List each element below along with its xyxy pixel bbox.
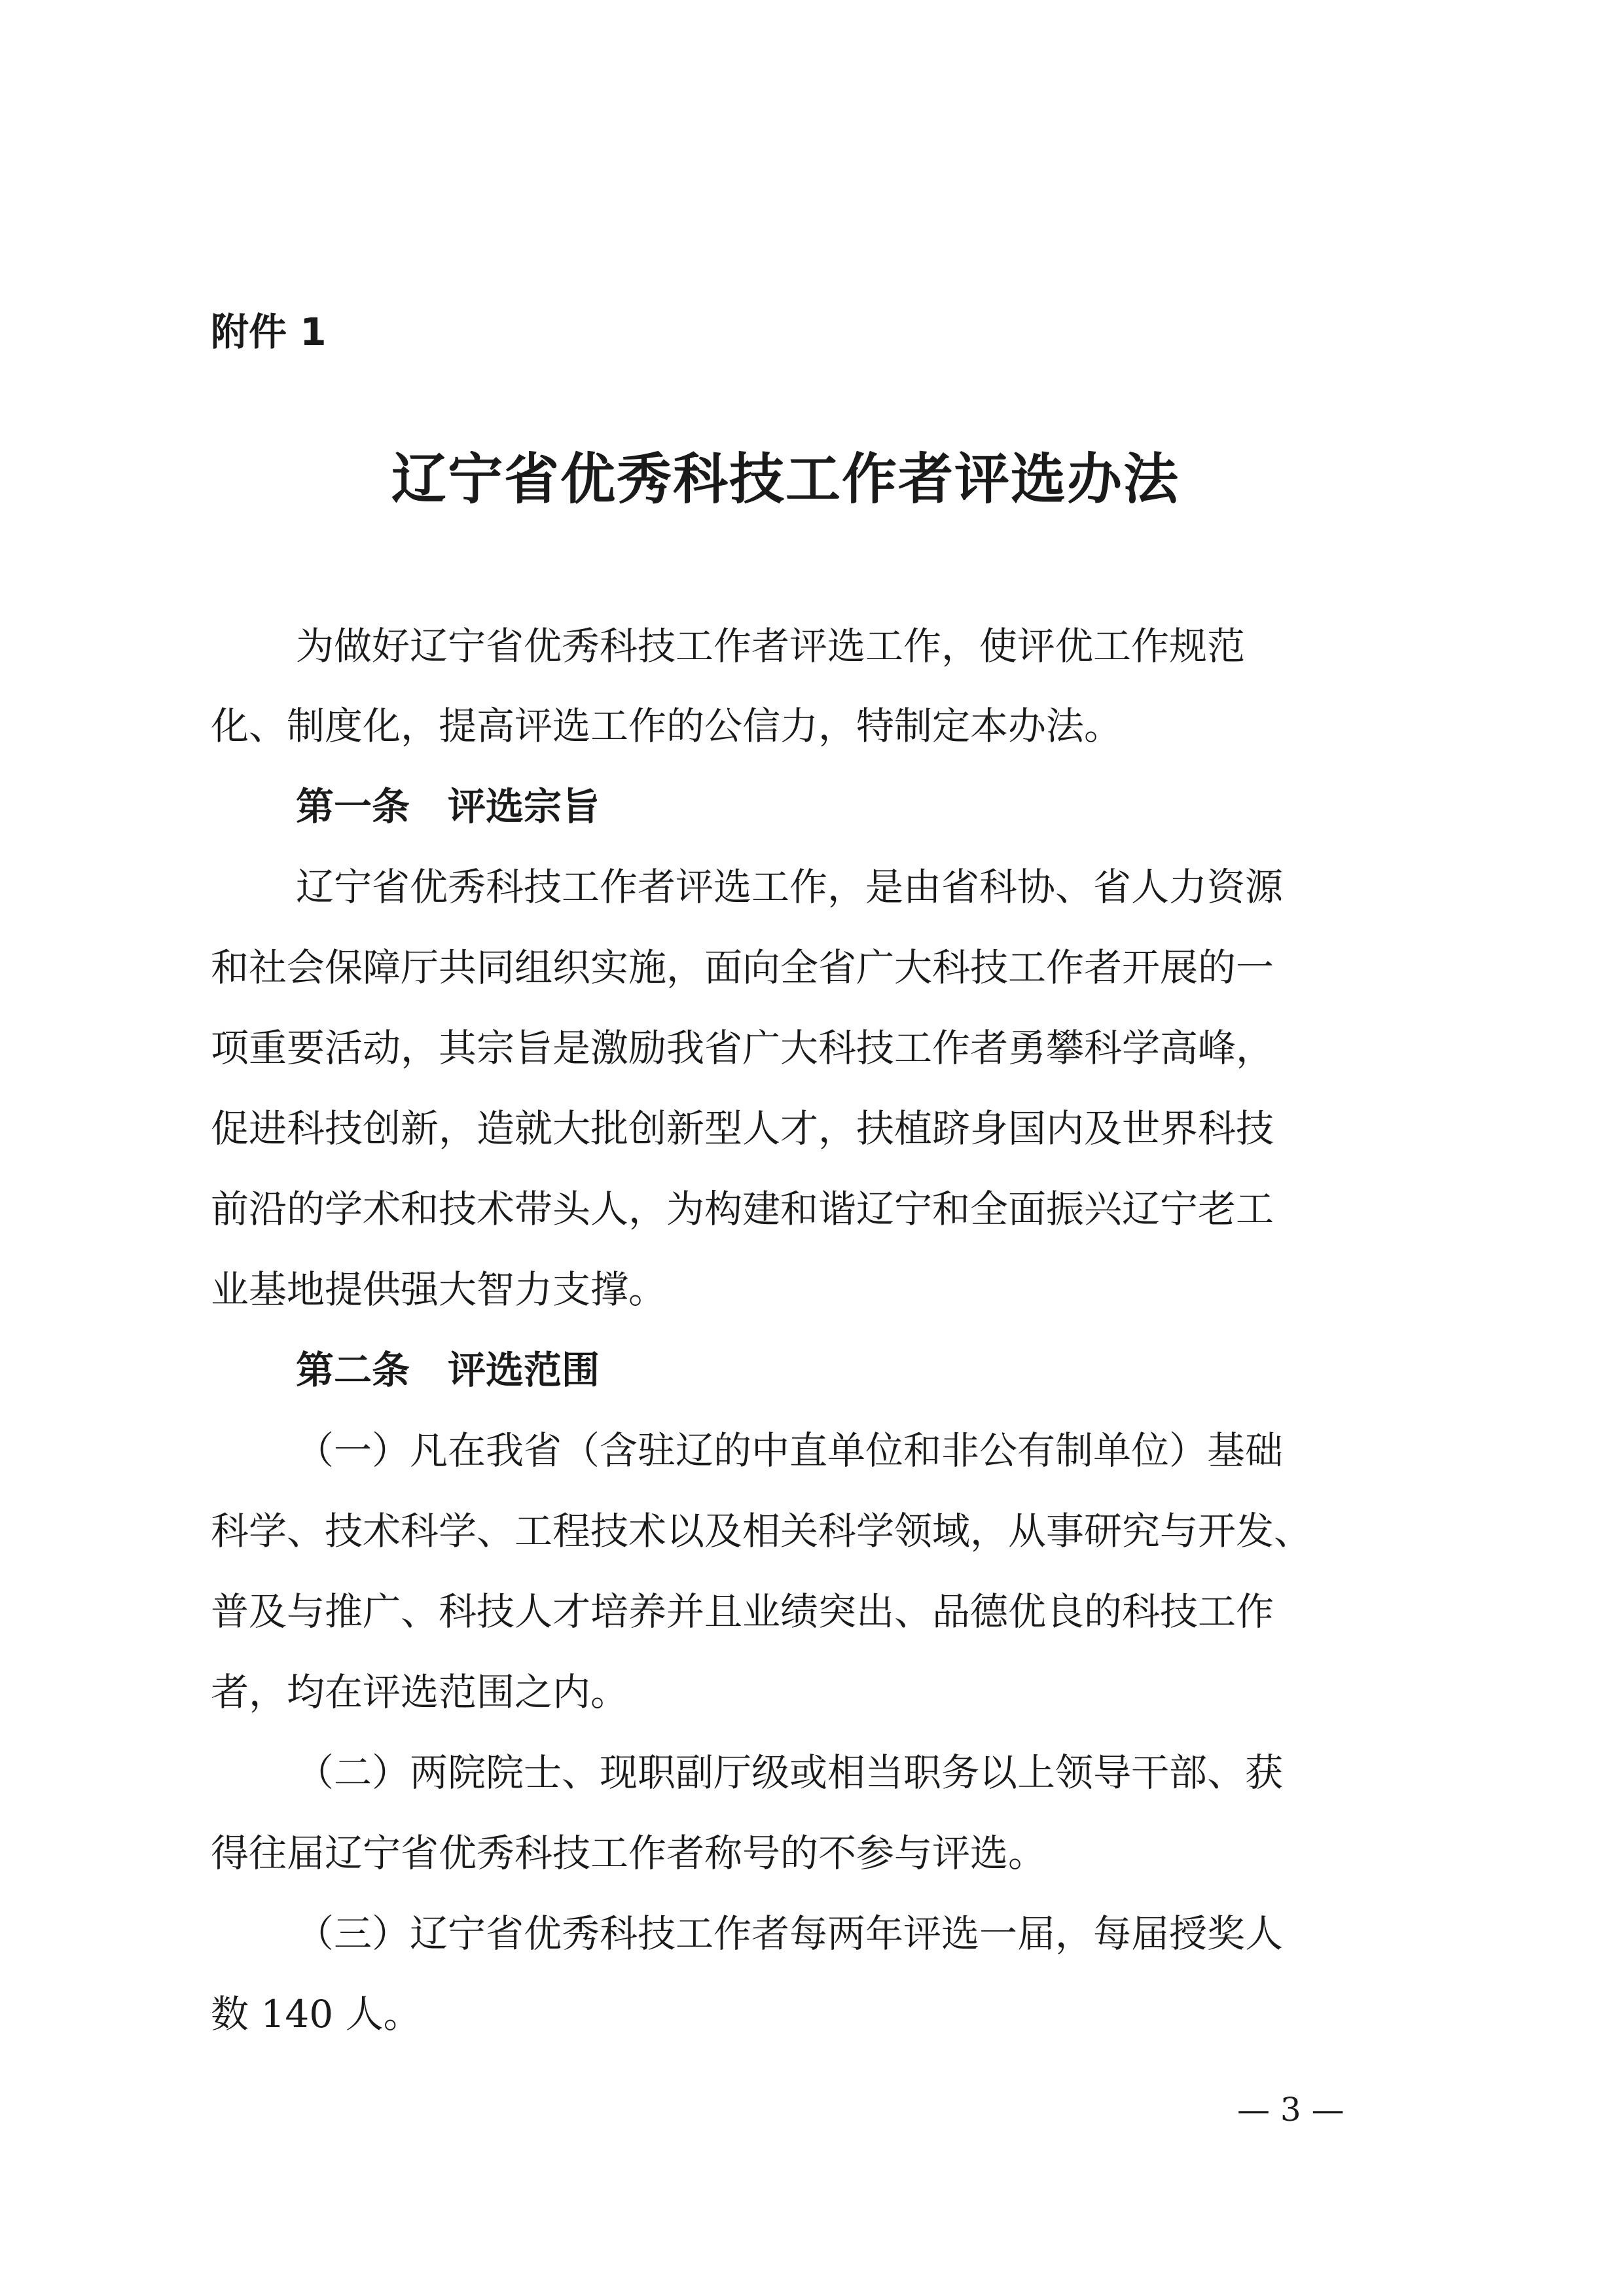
paragraph-line: 化、制度化，提高评选工作的公信力，特制定本办法。 bbox=[211, 704, 1123, 748]
paragraph-line: 为做好辽宁省优秀科技工作者评选工作，使评优工作规范 bbox=[296, 624, 1246, 668]
paragraph-line: （三）辽宁省优秀科技工作者每两年评选一届，每届授奖人 bbox=[296, 1911, 1284, 1956]
article1-heading: 第一条 评选宗旨 bbox=[296, 784, 600, 829]
paragraph-line: （一）凡在我省（含驻辽的中直单位和非公有制单位）基础 bbox=[296, 1428, 1284, 1473]
article2-heading: 第二条 评选范围 bbox=[296, 1348, 600, 1392]
paragraph-line: 业基地提供强大智力支撑。 bbox=[211, 1267, 667, 1312]
paragraph-line: 促进科技创新，造就大批创新型人才，扶植跻身国内及世界科技 bbox=[211, 1106, 1274, 1151]
attachment-label: 附件 1 bbox=[211, 310, 327, 354]
paragraph-line: 者，均在评选范围之内。 bbox=[211, 1670, 629, 1714]
paragraph-line: 得往届辽宁省优秀科技工作者称号的不参与评选。 bbox=[211, 1831, 1047, 1875]
paragraph-line: 科学、技术科学、工程技术以及相关科学领域，从事研究与开发、 bbox=[211, 1509, 1312, 1553]
paragraph-line: 项重要活动，其宗旨是激励我省广大科技工作者勇攀科学高峰， bbox=[211, 1026, 1274, 1070]
paragraph-line: 和社会保障厅共同组织实施，面向全省广大科技工作者开展的一 bbox=[211, 945, 1274, 990]
paragraph-line: （二）两院院士、现职副厅级或相当职务以上领导干部、获 bbox=[296, 1750, 1284, 1795]
paragraph-line: 辽宁省优秀科技工作者评选工作，是由省科协、省人力资源 bbox=[296, 865, 1284, 909]
document-title: 辽宁省优秀科技工作者评选办法 bbox=[391, 446, 1180, 511]
paragraph-line: 前沿的学术和技术带头人，为构建和谐辽宁和全面振兴辽宁老工 bbox=[211, 1187, 1274, 1231]
page-number: — 3 — bbox=[1237, 2091, 1344, 2129]
paragraph-line: 普及与推广、科技人才培养并且业绩突出、品德优良的科技工作 bbox=[211, 1589, 1274, 1634]
paragraph-line: 数 140 人。 bbox=[211, 1992, 422, 2036]
